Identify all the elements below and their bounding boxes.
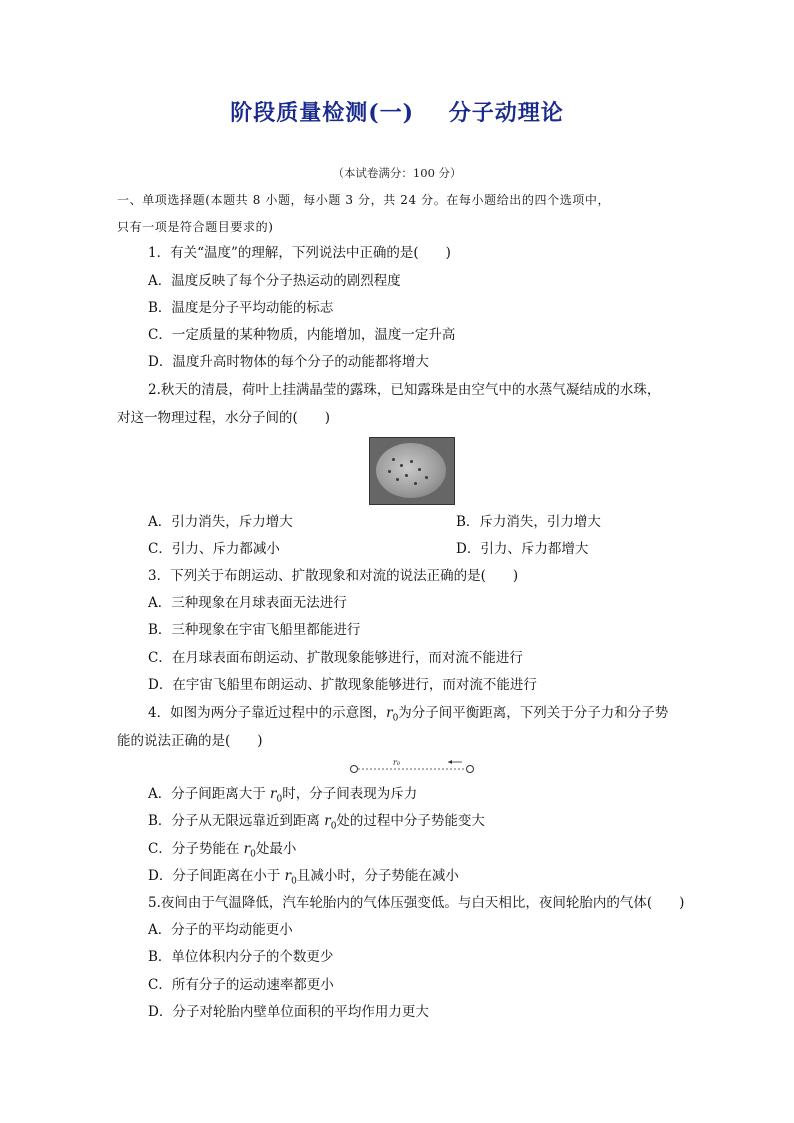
option-b-pre: B．分子从无限远靠近到距离: [148, 813, 325, 829]
question-3-option-d: D．在宇宙飞船里布朗运动、扩散现象能够进行，而对流不能进行: [148, 677, 537, 693]
option-c-post: 处最小: [255, 841, 297, 857]
question-2-option-c: C．引力、斥力都减小: [148, 541, 280, 557]
question-2-stem-line2: 对这一物理过程，水分子间的( ): [117, 410, 331, 426]
question-2-stem-line1: 2.秋天的清晨，荷叶上挂满晶莹的露珠，已知露珠是由空气中的水蒸气凝结成的水珠，: [148, 382, 661, 398]
question-3-option-c: C．在月球表面布朗运动、扩散现象能够进行，而对流不能进行: [148, 650, 523, 666]
option-b-post: 处的过程中分子势能变大: [336, 813, 485, 829]
r-subscript: 0: [330, 821, 337, 832]
question-4-option-b: [148, 811, 485, 837]
dew-drop: [425, 476, 428, 479]
question-2-option-b: B．斥力消失，引力增大: [456, 514, 601, 530]
r-subscript: 0: [291, 876, 297, 887]
dew-drop: [388, 470, 391, 473]
score-note: （本试卷满分：100 分）: [332, 166, 462, 180]
question-4-stem-line1: [148, 703, 668, 729]
question-1-stem: 1．有关“温度”的理解，下列说法中正确的是( ): [148, 245, 451, 261]
question-1-option-b: B．温度是分子平均动能的标志: [148, 300, 334, 316]
question-4-option-d: [148, 866, 459, 892]
option-a-post: 时，分子间表现为斥力: [282, 786, 418, 802]
question-4-stem-pre: 4．如图为两分子靠近过程中的示意图，: [148, 705, 387, 721]
dew-drop: [396, 478, 399, 481]
r-subscript: 0: [250, 849, 256, 860]
dew-drop: [400, 464, 403, 467]
lotus-leaf-dew-photo: [369, 437, 455, 505]
lotus-leaf: [376, 443, 446, 498]
r-symbol: r: [284, 868, 292, 884]
question-2-option-a: A．引力消失，斥力增大: [148, 514, 293, 530]
option-d-pre: D．分子间距离在小于: [148, 868, 285, 884]
question-4-option-a: [148, 784, 417, 810]
r-subscript: 0: [276, 794, 283, 805]
r0-label: r₀: [393, 758, 401, 767]
question-5-option-d: D．分子对轮胎内壁单位面积的平均作用力更大: [148, 1004, 429, 1020]
option-a-pre: A．分子间距离大于: [148, 786, 271, 802]
dew-drop: [414, 482, 417, 485]
question-4-stem-post: 为分子间平衡距离，下列关于分子力和分子势: [398, 705, 669, 721]
dew-drop: [418, 468, 421, 471]
section-instructions-line1: 一、单项选择题(本题共 8 小题，每小题 3 分，共 24 分。在每小题给出的四个选项中，: [117, 193, 611, 207]
molecule-diagram: [348, 757, 476, 777]
option-d-post: 且减小时，分子势能在减小: [296, 868, 459, 884]
question-4-stem-line2: 能的说法正确的是( ): [117, 733, 263, 749]
molecule-right: [467, 766, 474, 773]
dew-drop: [392, 458, 395, 461]
molecule-left: [351, 766, 358, 773]
question-3-stem: 3．下列关于布朗运动、扩散现象和对流的说法正确的是( ): [148, 568, 519, 584]
arrow-left-icon: [448, 760, 452, 764]
r-symbol: r: [243, 841, 251, 857]
r-symbol: r: [270, 786, 277, 802]
question-1-option-c: C．一定质量的某种物质，内能增加，温度一定升高: [148, 327, 456, 343]
r-symbol: r: [386, 705, 393, 721]
dew-drop: [410, 460, 413, 463]
option-c-pre: C．分子势能在: [148, 841, 244, 857]
question-3-option-b: B．三种现象在宇宙飞船里都能进行: [148, 622, 361, 638]
question-1-option-a: A．温度反映了每个分子热运动的剧烈程度: [148, 273, 401, 289]
section-instructions-line2: 只有一项是符合题目要求的): [117, 220, 274, 234]
dew-drop: [405, 474, 408, 477]
question-4-option-c: [148, 839, 296, 865]
r-symbol: r: [324, 813, 331, 829]
page-title: 阶段质量检测(一) 分子动理论: [230, 100, 564, 126]
question-2-option-d: D．引力、斥力都增大: [456, 541, 589, 557]
question-5-option-a: A．分子的平均动能更小: [148, 922, 293, 938]
question-3-option-a: A．三种现象在月球表面无法进行: [148, 595, 347, 611]
question-5-stem: 5.夜间由于气温降低，汽车轮胎内的气体压强变低。与白天相比，夜间轮胎内的气体( ): [148, 895, 685, 911]
question-5-option-c: C．所有分子的运动速率都更小: [148, 977, 334, 993]
question-5-option-b: B．单位体积内分子的个数更少: [148, 949, 334, 965]
question-1-option-d: D．温度升高时物体的每个分子的动能都将增大: [148, 354, 429, 370]
r-subscript: 0: [392, 713, 399, 724]
